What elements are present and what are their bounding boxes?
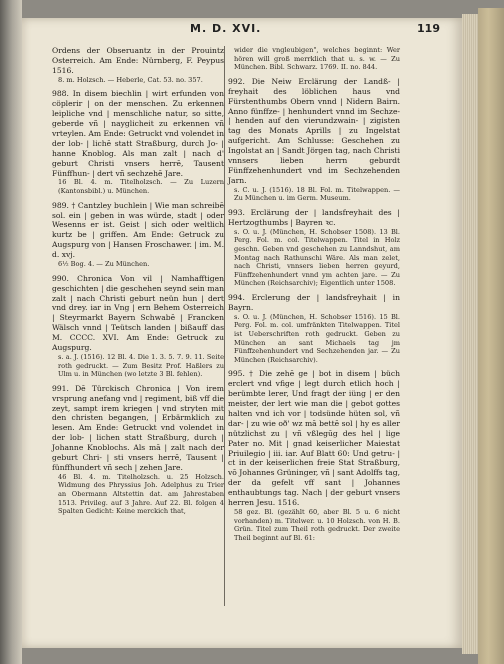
entry-988 <box>52 89 224 195</box>
entry-991 <box>52 384 224 516</box>
entry-note: 46 Bl. 4. m. Titelholzsch. u. 25 Holzsch. Widmung des Phryssius Joh. Adelphus zu Trier an Obermann Altstettin dat. am Jahrestaben 1513. Privileg. auf 3 Jahre. Auf 22. Bl. folgen 4 Spalten Gedicht: Keine merckich that, <box>58 472 224 516</box>
entry-note: 16 Bl. 4. m. Titelholzsch. — Zu Luzern (Kantonsbibl.) u. München. <box>58 178 224 196</box>
entry-note: s. a. J. (1516). 12 Bl. 4. Die 1. 3. 5. 7. 9. 11. Seite roth gedruckt. — Zum Besitz Prof. Haßlers zu Ulm u. in München (wo letzte 3 Bl. fehlen). <box>58 352 224 379</box>
entry-note: s. O. u. J. (München, H. Schobser 1508). 13 Bl. Perg. Fol. m. col. Titelwappen. Titel in Holz geschn. Geben vnd geschehen zu Lanndshut, am Montag nach Rathunschi Wäre. Als man zelet, nach Christi, vnnsers lieben herren geyurd, Fünffzehenhundert vnnd ym achten jare. — Zu München (Reichsarchiv); Eigentlich unter 1508. <box>234 227 400 288</box>
entry-continuation <box>52 46 224 84</box>
entry-993 <box>228 208 400 288</box>
running-head <box>60 22 440 38</box>
book-binding <box>478 8 504 664</box>
entry-text: 994. Erclerung der | landsfreyhait | in Bayrn. <box>228 292 400 312</box>
entry-note: 8. m. Holzsch. — Heberle, Cat. 53. no. 357. <box>58 75 203 84</box>
entry-note: s. C. u. J. (1516). 18 Bl. Fol. m. Titelwappen. — Zu München u. im Germ. Museum. <box>234 185 400 203</box>
entry-990 <box>52 274 224 379</box>
entry-995 <box>228 369 400 542</box>
entry-note: 6½ Bog. 4. — Zu München. <box>58 260 150 269</box>
entry-994 <box>228 293 400 364</box>
entry-note: wider die vngleubigen", welches beginnt: Wer hören will groß merrklich that u. s. w. — Zu München. Bibl. Schwarz. 1769. II. no. 844. <box>234 46 400 72</box>
entry-text: 989. † Cantzley buchlein | Wie man schreibē sol. ein | geben in was würde, stadt | oder Wesenns er ist. Geist | sich oder weltlich kurtz be | griffen. Am Ende: Getruck zu Augspurg von | Hansen Froschawer. | im. M. d. xvj. <box>52 200 224 260</box>
column-divider <box>224 46 225 606</box>
entry-text: Ordens der Obseruantz in der Prouintz Osterreich. Am Ende: Nürnberg, F. Peypus 1516. <box>52 46 224 75</box>
entry-991-continued <box>228 46 400 72</box>
book-gutter <box>0 0 22 664</box>
entry-text: 992. Die Neiw Erclärung der Landß- | freyhait des löblichen haus vnd Fürstenthumbs Obern vnnd | Nidern Bairn. Anno fünffze- | henhundert vnnd im Sechze- | henden auf den vierundzwain- | zigisten tag des Monats Aprills | zu Ingelstat aufgericht. Am Schlusse: Geschehen zu Ingolstat an | Sandt Jörgen tag, nach Christi vnnsers lieben herrn geburdt Fünffzehenhundert vnd im Sechzehenden Jarn. <box>228 76 400 185</box>
right-column <box>228 46 400 547</box>
entry-text: 993. Erclärung der | landsfreyhait des | Hertzogthumbs | Bayren ꝛc. <box>228 207 400 227</box>
entry-989 <box>52 201 224 269</box>
entry-text: 995. † Die zehē ge | bot in disem | büch erclert vnd vfige | legt durch etlich hoch | berümbte lerer, Und fragt der iüng | er den meister, der lert wie man die | gebot gottes halten vnd ich vor | todsünde hüten sol, vñ dar- | zu wie oð' wz mā bettē sol | hy es aller nützlichst zu | vñ vßlegūg des hel | lige Pater no. Mit | gnad keiserlicher Maiestat Priuilegio | iii. iar. Auf Blatt 60: Und getru- | ct in der keiserlichen freie Stat Straßburg, vō Johannes Grüninger, vñ | sant Adolffs tag, der da gefelt vff sant | Johannes enthaubtungs tag. Nach | der geburt vnsers herren Jesu. 1516. <box>228 369 400 508</box>
entry-note: 58 gez. Bl. (gezählt 60, aber Bl. 5 u. 6 nicht vorhanden) m. Titelwer. u. 10 Holzsch. von H. B. Grün. Titel zum Theil roth gedruckt. Der zweite Theil beginnt auf Bl. 61: <box>234 507 400 542</box>
entry-text: 990. Chronica Von vil | Namhafftigen geschichten | die geschehen seynd sein man zalt | nach Christi geburt neün hun | dert vnd drey. iar in Vng | ern Behem Osterreich | Steyrmarkt Bayern Schwabē | Francken Wälsch vnnd | Teütsch landen | bißauff das M. CCCC. XVI. Am Ende: Getruck zu Augspurg. <box>52 273 224 353</box>
entry-note: s. O. u. J. (München, H. Schobser 1516). 15 Bl. Perg. Fol. m. col. umfränkten Titelwappen. Titel ist Ueberschriften roth gedruckt. Geben zu München an sant Michaels tag jm Fünffzehenhundert vnd Sechzehenden jar. — Zu München (Reichsarchiv). <box>234 312 400 364</box>
page-edges <box>462 14 478 654</box>
entry-text: 991. Dē Türckisch Chronica | Von irem vrsprung anefang vnd | regiment, biß vff die zeyt, sampt irem kriegen | vnd stryten mit den christen begangen, | Erbärmklich zu lesen. Am Ende: Getruckt vnd volendet in der lob- | lichen statt Straßburg, durch | Johanne Knoblochs. Als mā | zalt nach der geburt Chri- | sti vnsers herrē, Tausent | fünffhundert vñ sech | zehen Jare. <box>52 383 224 472</box>
entry-992 <box>228 77 400 203</box>
page-number: 119 <box>417 22 440 35</box>
running-title: M. D. XVI. <box>190 22 262 35</box>
left-column <box>52 46 224 521</box>
entry-text: 988. In disem biechlin | wirt erfunden von cöplerir | on der menschen. Zu erkennen leipliche vnd | menschliche natur, so sitte, geberde vñ | nayglicheit zu erkennen vñ vrteylen. Am Ende: Getruckt vnd volendet in der lob- | lichē statt Straßburg, durch Jo- | hanne Knoblog. Als man zalt | nach d' geburt Christi vnsers herrē, Tausent Fünffhun- | dert vñ sechzehē Jare. <box>52 89 224 178</box>
